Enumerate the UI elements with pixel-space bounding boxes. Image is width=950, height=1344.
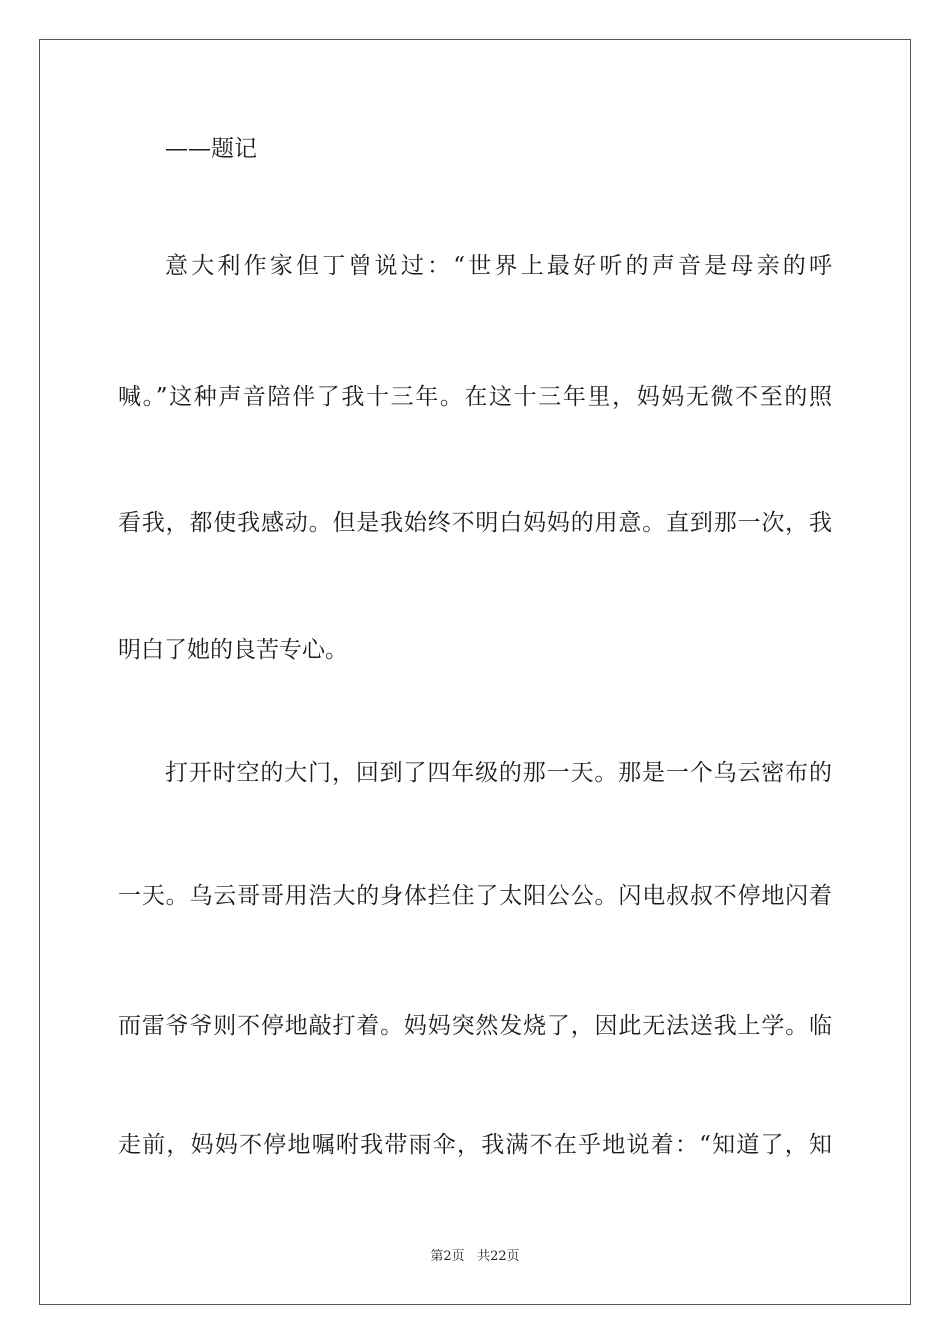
- paragraph-2-line-4: 走前，妈妈不停地嘱咐我带雨伞，我满不在乎地说着：“知道了，知: [118, 1132, 832, 1158]
- page-frame: [39, 39, 911, 1305]
- page-number: 第2页: [430, 1249, 465, 1264]
- paragraph-1-line-2: 喊。”这种声音陪伴了我十三年。在这十三年里，妈妈无微不至的照: [118, 384, 832, 410]
- paragraph-1-line-1: 意大利作家但丁曾说过：“世界上最好听的声音是母亲的呼: [165, 253, 832, 279]
- page-footer: [0, 1248, 950, 1266]
- paragraph-2-line-2: 一天。乌云哥哥用浩大的身体拦住了太阳公公。闪电叔叔不停地闪着: [118, 883, 832, 909]
- paragraph-1-line-3: 看我，都使我感动。但是我始终不明白妈妈的用意。直到那一次，我: [118, 510, 832, 536]
- paragraph-2-line-3: 而雷爷爷则不停地敲打着。妈妈突然发烧了，因此无法送我上学。临: [118, 1013, 832, 1039]
- paragraph-1-line-4: 明白了她的良苦专心。: [118, 637, 348, 663]
- paragraph-2-line-1: 打开时空的大门，回到了四年级的那一天。那是一个乌云密布的: [165, 760, 832, 786]
- epigraph: ——题记: [165, 136, 257, 162]
- page-total: 共22页: [477, 1249, 520, 1264]
